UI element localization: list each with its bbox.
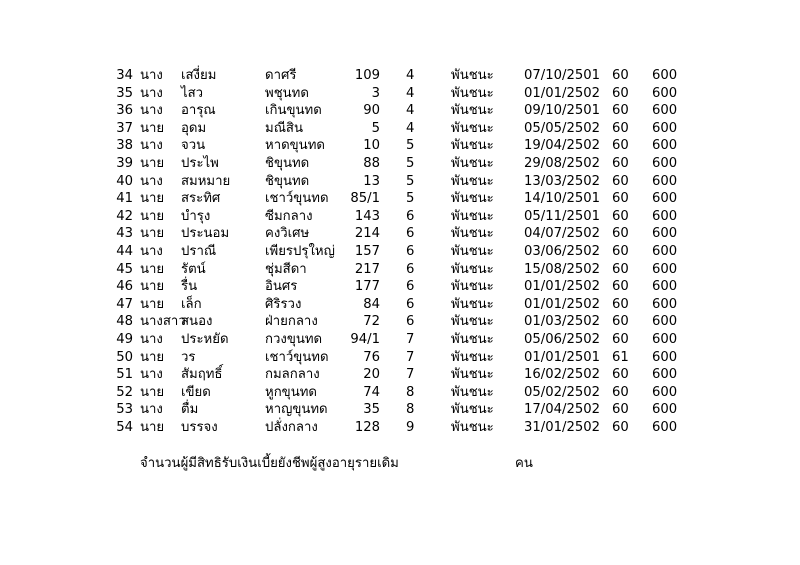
- table-row: [0, 173, 800, 191]
- row-amount: 600: [652, 314, 678, 330]
- row-first-name: วร: [181, 349, 196, 365]
- row-number: 43: [116, 226, 133, 242]
- row-last-name: ศิริรวง: [265, 296, 302, 312]
- row-subdistrict: พันชนะ: [451, 314, 494, 330]
- row-age: 60: [612, 103, 629, 119]
- row-title: นาย: [140, 296, 165, 312]
- table-row: [0, 243, 800, 261]
- row-number: 54: [116, 420, 133, 435]
- row-title: นาย: [140, 261, 165, 277]
- row-last-name: ฝ่ายกลาง: [265, 314, 318, 330]
- row-house-number: 74: [363, 384, 380, 400]
- row-village-number: 6: [406, 279, 415, 295]
- row-birth-date: 03/06/2502: [524, 244, 601, 259]
- row-amount: 600: [652, 332, 678, 347]
- row-village-number: 6: [406, 314, 415, 330]
- table-row: [0, 296, 800, 314]
- row-last-name: คงวิเศษ: [265, 226, 310, 242]
- row-first-name: ตื่ม: [181, 402, 199, 418]
- row-subdistrict: พันชนะ: [451, 68, 494, 83]
- row-house-number: 217: [354, 261, 380, 277]
- row-amount: 600: [652, 349, 678, 365]
- row-birth-date: 05/02/2502: [524, 384, 601, 400]
- row-amount: 600: [652, 420, 678, 435]
- row-title: นาง: [140, 244, 163, 259]
- row-house-number: 214: [354, 226, 380, 242]
- row-subdistrict: พันชนะ: [451, 332, 494, 347]
- row-subdistrict: พันชนะ: [451, 120, 494, 136]
- row-number: 50: [116, 349, 133, 365]
- row-number: 38: [116, 138, 133, 154]
- row-number: 53: [116, 402, 133, 418]
- row-first-name: ประไพ: [181, 156, 219, 171]
- row-house-number: 72: [363, 314, 380, 330]
- row-subdistrict: พันชนะ: [451, 226, 494, 242]
- row-birth-date: 31/01/2502: [524, 420, 601, 435]
- row-age: 60: [612, 191, 629, 207]
- row-first-name: ประหยัด: [181, 332, 229, 347]
- table-row: [0, 225, 800, 243]
- row-birth-date: 29/08/2502: [524, 156, 601, 171]
- row-age: 60: [612, 314, 629, 330]
- row-subdistrict: พันชนะ: [451, 85, 494, 101]
- table-row: [0, 67, 800, 85]
- table-row: [0, 349, 800, 367]
- row-amount: 600: [652, 208, 678, 224]
- row-title: นาง: [140, 68, 163, 83]
- row-title: นาย: [140, 420, 165, 435]
- row-last-name: หูกขุนทด: [265, 384, 317, 400]
- row-first-name: จวน: [181, 138, 206, 154]
- row-last-name: ชุ่มสีดา: [265, 261, 307, 277]
- row-birth-date: 01/01/2502: [524, 296, 601, 312]
- row-village-number: 6: [406, 244, 415, 259]
- row-age: 60: [612, 244, 629, 259]
- row-subdistrict: พันชนะ: [451, 367, 494, 383]
- row-subdistrict: พันชนะ: [451, 279, 494, 295]
- table-row: [0, 102, 800, 120]
- row-house-number: 177: [354, 279, 380, 295]
- row-house-number: 20: [363, 367, 380, 383]
- row-number: 37: [116, 120, 133, 136]
- row-birth-date: 01/01/2502: [524, 85, 601, 101]
- row-first-name: บรรจง: [181, 420, 218, 435]
- row-village-number: 5: [406, 173, 415, 189]
- row-amount: 600: [652, 85, 678, 101]
- row-village-number: 4: [406, 103, 415, 119]
- row-birth-date: 05/05/2502: [524, 120, 601, 136]
- row-birth-date: 17/04/2502: [524, 402, 601, 418]
- row-number: 51: [116, 367, 133, 383]
- row-title: นาง: [140, 332, 163, 347]
- row-age: 60: [612, 156, 629, 171]
- row-title: นาย: [140, 384, 165, 400]
- row-village-number: 7: [406, 367, 415, 383]
- row-first-name: รัตน์: [181, 261, 206, 277]
- row-village-number: 6: [406, 296, 415, 312]
- row-last-name: พชุนทด: [265, 85, 309, 101]
- summary-label: จำนวนผู้มีสิทธิรับเงินเบี้ยยังชีพผู้สูงอายุรายเดิม: [140, 456, 399, 471]
- row-amount: 600: [652, 367, 678, 383]
- row-subdistrict: พันชนะ: [451, 156, 494, 171]
- row-age: 60: [612, 296, 629, 312]
- table-row: [0, 401, 800, 419]
- row-village-number: 6: [406, 261, 415, 277]
- row-title: นาย: [140, 191, 165, 207]
- row-house-number: 128: [354, 420, 380, 435]
- row-last-name: ปลั่งกลาง: [265, 420, 318, 435]
- row-first-name: ไสว: [181, 85, 204, 101]
- summary-line: [0, 455, 800, 473]
- summary-unit: คน: [515, 456, 533, 471]
- row-last-name: ซีมกลาง: [265, 208, 313, 224]
- table-row: [0, 190, 800, 208]
- row-last-name: หาญขุนทด: [265, 402, 328, 418]
- row-age: 60: [612, 208, 629, 224]
- row-amount: 600: [652, 244, 678, 259]
- row-first-name: อุดม: [181, 120, 207, 136]
- row-age: 61: [612, 349, 629, 365]
- row-amount: 600: [652, 402, 678, 418]
- row-number: 44: [116, 244, 133, 259]
- row-last-name: เชาว์ขุนทด: [265, 191, 329, 207]
- row-title: นาย: [140, 279, 165, 295]
- row-birth-date: 05/06/2502: [524, 332, 601, 347]
- row-age: 60: [612, 420, 629, 435]
- row-subdistrict: พันชนะ: [451, 420, 494, 435]
- row-last-name: เพียรปรุใหญ่: [265, 244, 335, 259]
- row-birth-date: 05/11/2501: [524, 208, 601, 224]
- row-subdistrict: พันชนะ: [451, 244, 494, 259]
- row-last-name: เชาว์ขุนทด: [265, 349, 329, 365]
- row-village-number: 5: [406, 191, 415, 207]
- row-house-number: 157: [354, 244, 380, 259]
- row-village-number: 4: [406, 120, 415, 136]
- row-birth-date: 14/10/2501: [524, 191, 601, 207]
- row-house-number: 88: [363, 156, 380, 171]
- row-first-name: สระทิศ: [181, 191, 221, 207]
- row-title: นาง: [140, 103, 163, 119]
- row-birth-date: 07/10/2501: [524, 68, 601, 83]
- row-village-number: 6: [406, 226, 415, 242]
- table-row: [0, 85, 800, 103]
- row-title: นาง: [140, 138, 163, 154]
- row-amount: 600: [652, 191, 678, 207]
- row-village-number: 6: [406, 208, 415, 224]
- row-village-number: 5: [406, 138, 415, 154]
- row-title: นาย: [140, 208, 165, 224]
- row-house-number: 76: [363, 349, 380, 365]
- row-subdistrict: พันชนะ: [451, 173, 494, 189]
- row-subdistrict: พันชนะ: [451, 138, 494, 154]
- row-number: 45: [116, 261, 133, 277]
- row-title: นาย: [140, 349, 165, 365]
- row-last-name: ชิขุนทด: [265, 173, 310, 189]
- row-first-name: สัมฤทธิ์: [181, 367, 223, 383]
- row-age: 60: [612, 85, 629, 101]
- row-last-name: หาดขุนทด: [265, 138, 325, 154]
- row-number: 34: [116, 68, 133, 83]
- row-amount: 600: [652, 296, 678, 312]
- row-birth-date: 01/03/2502: [524, 314, 601, 330]
- row-title: นาง: [140, 85, 163, 101]
- row-subdistrict: พันชนะ: [451, 349, 494, 365]
- row-age: 60: [612, 367, 629, 383]
- row-last-name: มณีสิน: [265, 120, 303, 136]
- row-subdistrict: พันชนะ: [451, 208, 494, 224]
- row-last-name: กมลกลาง: [265, 367, 320, 383]
- table-row: [0, 366, 800, 384]
- row-first-name: สนอง: [181, 314, 213, 330]
- row-number: 40: [116, 173, 133, 189]
- row-last-name: ดาศรี: [265, 68, 297, 83]
- row-birth-date: 16/02/2502: [524, 367, 601, 383]
- row-number: 47: [116, 296, 133, 312]
- row-village-number: 4: [406, 68, 415, 83]
- row-age: 60: [612, 120, 629, 136]
- row-amount: 600: [652, 173, 678, 189]
- table-row: [0, 208, 800, 226]
- table-row: [0, 137, 800, 155]
- row-amount: 600: [652, 261, 678, 277]
- row-house-number: 10: [363, 138, 380, 154]
- row-first-name: ประนอม: [181, 226, 230, 242]
- row-title: นาย: [140, 156, 165, 171]
- row-number: 46: [116, 279, 133, 295]
- row-village-number: 7: [406, 332, 415, 347]
- row-house-number: 109: [354, 68, 380, 83]
- row-house-number: 3: [371, 85, 380, 101]
- row-number: 49: [116, 332, 133, 347]
- row-first-name: บำรุง: [181, 208, 211, 224]
- row-title: นาง: [140, 173, 163, 189]
- row-amount: 600: [652, 103, 678, 119]
- table-row: [0, 261, 800, 279]
- row-village-number: 8: [406, 402, 415, 418]
- row-number: 36: [116, 103, 133, 119]
- row-age: 60: [612, 173, 629, 189]
- row-first-name: อารุณ: [181, 103, 216, 119]
- row-number: 42: [116, 208, 133, 224]
- row-subdistrict: พันชนะ: [451, 261, 494, 277]
- row-last-name: เกินขุนทด: [265, 103, 322, 119]
- row-age: 60: [612, 402, 629, 418]
- row-last-name: ชิขุนทด: [265, 156, 310, 171]
- row-house-number: 94/1: [350, 332, 380, 347]
- row-birth-date: 19/04/2502: [524, 138, 601, 154]
- row-village-number: 9: [406, 420, 415, 435]
- row-first-name: รื่น: [181, 279, 198, 295]
- row-age: 60: [612, 68, 629, 83]
- row-house-number: 84: [363, 296, 380, 312]
- row-village-number: 8: [406, 384, 415, 400]
- row-house-number: 85/1: [350, 191, 380, 207]
- row-last-name: อินศร: [265, 279, 298, 295]
- row-house-number: 35: [363, 402, 380, 418]
- row-village-number: 4: [406, 85, 415, 101]
- row-subdistrict: พันชนะ: [451, 296, 494, 312]
- row-house-number: 5: [371, 120, 380, 136]
- row-birth-date: 04/07/2502: [524, 226, 601, 242]
- row-number: 48: [116, 314, 133, 330]
- table-row: [0, 384, 800, 402]
- row-first-name: เสงี่ยม: [181, 68, 217, 83]
- row-title: นาง: [140, 402, 163, 418]
- row-age: 60: [612, 332, 629, 347]
- row-age: 60: [612, 279, 629, 295]
- row-title: นาย: [140, 120, 165, 136]
- row-age: 60: [612, 226, 629, 242]
- row-number: 41: [116, 191, 133, 207]
- table-row: [0, 331, 800, 349]
- row-number: 39: [116, 156, 133, 171]
- row-amount: 600: [652, 384, 678, 400]
- row-amount: 600: [652, 226, 678, 242]
- row-village-number: 5: [406, 156, 415, 171]
- row-age: 60: [612, 384, 629, 400]
- row-subdistrict: พันชนะ: [451, 402, 494, 418]
- row-house-number: 143: [354, 208, 380, 224]
- row-first-name: ปราณี: [181, 244, 217, 259]
- row-birth-date: 13/03/2502: [524, 173, 601, 189]
- row-age: 60: [612, 138, 629, 154]
- row-subdistrict: พันชนะ: [451, 191, 494, 207]
- table-row: [0, 313, 800, 331]
- row-subdistrict: พันชนะ: [451, 384, 494, 400]
- row-birth-date: 09/10/2501: [524, 103, 601, 119]
- row-number: 35: [116, 85, 133, 101]
- row-title: นาย: [140, 226, 165, 242]
- row-last-name: กวงขุนทด: [265, 332, 323, 347]
- table-row: [0, 155, 800, 173]
- row-house-number: 13: [363, 173, 380, 189]
- row-first-name: สมหมาย: [181, 173, 231, 189]
- row-first-name: เขียด: [181, 384, 211, 400]
- row-title: นางสาว: [140, 314, 186, 330]
- row-amount: 600: [652, 68, 678, 83]
- row-subdistrict: พันชนะ: [451, 103, 494, 119]
- row-first-name: เล็ก: [181, 296, 202, 312]
- table-row: [0, 278, 800, 296]
- row-birth-date: 01/01/2502: [524, 279, 601, 295]
- table-row: [0, 120, 800, 138]
- row-amount: 600: [652, 156, 678, 171]
- row-amount: 600: [652, 279, 678, 295]
- row-birth-date: 15/08/2502: [524, 261, 601, 277]
- table-row: [0, 419, 800, 437]
- row-house-number: 90: [363, 103, 380, 119]
- row-village-number: 7: [406, 349, 415, 365]
- row-title: นาง: [140, 367, 163, 383]
- row-number: 52: [116, 384, 133, 400]
- row-birth-date: 01/01/2501: [524, 349, 601, 365]
- row-amount: 600: [652, 138, 678, 154]
- row-amount: 600: [652, 120, 678, 136]
- row-age: 60: [612, 261, 629, 277]
